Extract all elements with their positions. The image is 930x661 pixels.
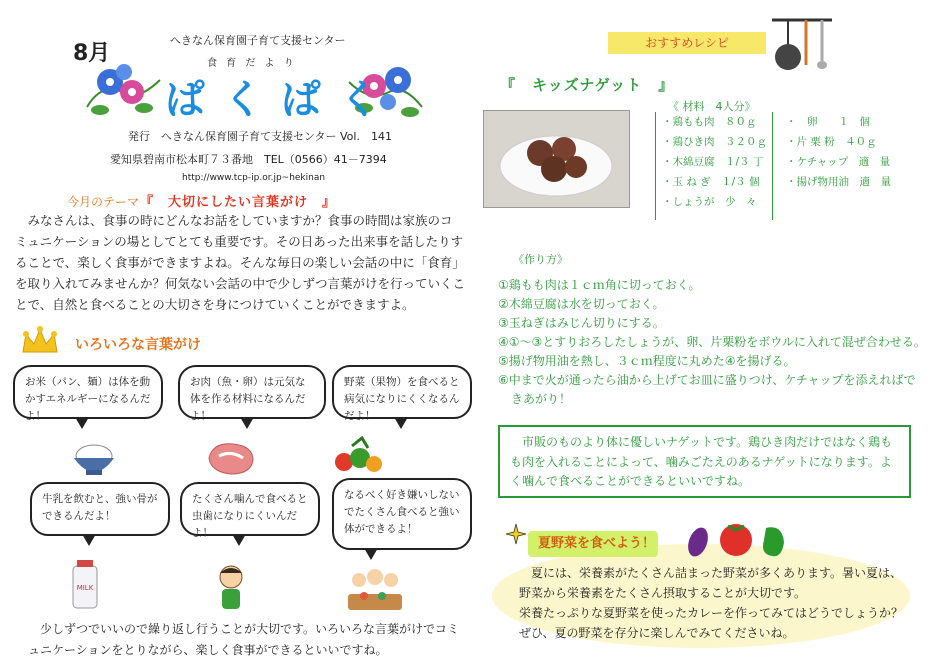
newsletter-title: ぱくぱく <box>165 77 397 123</box>
theme-label: 今月のテーマ <box>67 195 140 209</box>
ingredient-item: ・しょうが 少 々 <box>662 196 757 208</box>
org-name: へきなん保育園子育て支援センター <box>170 34 346 47</box>
nuggets-plate-icon <box>484 111 630 208</box>
ingredient-item: ・木綿豆腐 １/３ 丁 <box>662 156 764 168</box>
address: 愛知県碧南市松本町７３番地 TEL（0566）41－7394 <box>110 153 387 166</box>
ingredient-item: ・ケチャップ 適 量 <box>786 156 891 168</box>
steps-list <box>498 276 926 409</box>
step-item: ③玉ねぎはみじん切りにする。 <box>498 316 665 330</box>
recipe-note: 市販のものより体に優しいナゲットです。鶏ひき肉だけではなく鶏もも肉を入れることによって、噛みごたえのあるナゲットになります。よく噛んで食べることができるといいですね。 <box>498 425 911 498</box>
ingredient-item: ・鶏もも肉 ８０ｇ <box>662 116 757 128</box>
bubble-vegetables: 野菜（果物）を食べると病気になりにくくなるんだよ！ <box>332 365 472 419</box>
publisher: 発行 へきなん保育園子育て支援センター <box>128 130 337 143</box>
newsletter-subtitle: 食 育 だ よ り <box>207 58 297 69</box>
bubble-no-picky: なるべく好き嫌いしないでたくさん食べると強い体ができるよ！ <box>332 478 472 550</box>
veg-paragraph <box>519 563 904 643</box>
ingredients-list-left <box>655 112 773 220</box>
kitchen-utensils-icon <box>768 15 836 75</box>
bubble-chewing: たくさん噛んで食べると虫歯になりにくいんだよ！ <box>180 482 320 536</box>
vegetables-icon <box>332 436 387 476</box>
steps-heading: 《作り方》 <box>513 253 568 266</box>
summer-vegetables-icon <box>680 516 800 560</box>
morning-glory-left-icon <box>82 62 164 122</box>
website-link[interactable]: http://www.tcp-ip.or.jp~hekinan <box>182 173 326 183</box>
step-item: ②木綿豆腐は水を切っておく。 <box>498 297 665 311</box>
ingredient-item: ・揚げ物用油 適 量 <box>786 176 891 188</box>
step-item: ①鶏もも肉は１ｃｍ角に切っておく。 <box>498 278 701 292</box>
boy-chewing-icon <box>215 563 247 613</box>
section-title: いろいろな言葉がけ <box>75 337 201 353</box>
bubble-meat: お肉（魚・卵）は元気な体を作る材料になるんだよ！ <box>178 365 326 419</box>
veg-line: 野菜から栄養素をたくさん摂取することが大切です。 <box>519 586 807 600</box>
veg-line: 栄養たっぷりな夏野菜を使ったカレーを作ってみてはどうでしょうか？ <box>519 606 904 620</box>
milk-icon <box>70 558 100 610</box>
recipe-label: おすすめレシピ <box>608 32 766 54</box>
veg-line: 夏には、栄養素がたくさん詰まった野菜が多くあります。暑い夏は、 <box>519 566 903 580</box>
ingredients-list-right <box>780 112 900 220</box>
rice-bowl-icon <box>70 440 118 478</box>
ingredient-item: ・片 栗 粉 ４０ｇ <box>786 136 877 148</box>
month-label: 8月 <box>73 41 111 66</box>
step-item: ⑤揚げ物用油を熱し、３ｃｍ程度に丸めた④を揚げる。 <box>498 354 796 368</box>
recipe-title: 『 キッズナゲット 』 <box>500 76 675 94</box>
ingredient-item: ・玉 ね ぎ １/３ 個 <box>662 176 760 188</box>
bubble-rice: お米（パン、麺）は体を動かすエネルギーになるんだよ！ <box>13 365 163 419</box>
ingredient-item: ・鶏ひき肉 ３２０ｇ <box>662 136 767 148</box>
step-item: きあがり！ <box>511 392 572 406</box>
family-meal-icon <box>346 566 404 614</box>
ingredients-heading: 《 材料 4人分》 <box>668 100 756 113</box>
bubble-milk: 牛乳を飲むと、強い骨ができるんだよ！ <box>30 482 170 536</box>
ingredient-item: ・ 卵 １ 個 <box>786 116 870 128</box>
step-item: ⑥中まで火が通ったら油から上げてお皿に盛りつけ、ケチャップを添えればで <box>498 373 916 387</box>
veg-line: ぜひ、夏の野菜を存分に楽しんでみてくださいね。 <box>519 626 795 640</box>
crown-icon <box>20 326 60 356</box>
svg-text:MILK: MILK <box>76 584 94 592</box>
intro-paragraph: みなさんは、食事の時にどんなお話をしていますか？食事の時間は家族のコミュニケーションの場としてとても重要です。その日あった出来事を話したりすることで、楽しく食事ができますよね。そんな毎日の楽しい会話の中に「食育」を取り入れてみませんか？何気ない会話の中で少しずつ言葉がけを行っていくことで、自然と食べることの大切さを身につけていくことができますよ。 <box>15 213 466 312</box>
theme-title: 『 大切にしたい言葉がけ 』 <box>140 195 337 210</box>
volume-number: Vol. 141 <box>340 130 392 143</box>
step-item: ④①～③とすりおろしたしょうが、卵、片栗粉をボウルに入れて混ぜ合わせる。 <box>498 335 926 349</box>
outro-paragraph: 少しずつでいいので繰り返し行うことが大切です。いろいろな言葉がけでコミュニケーションをとりながら、楽しく食事ができるといいですね。 <box>28 622 460 657</box>
veg-section-label: 夏野菜を食べよう！ <box>528 531 658 557</box>
meat-icon <box>205 438 257 478</box>
nuggets-photo <box>483 110 630 208</box>
